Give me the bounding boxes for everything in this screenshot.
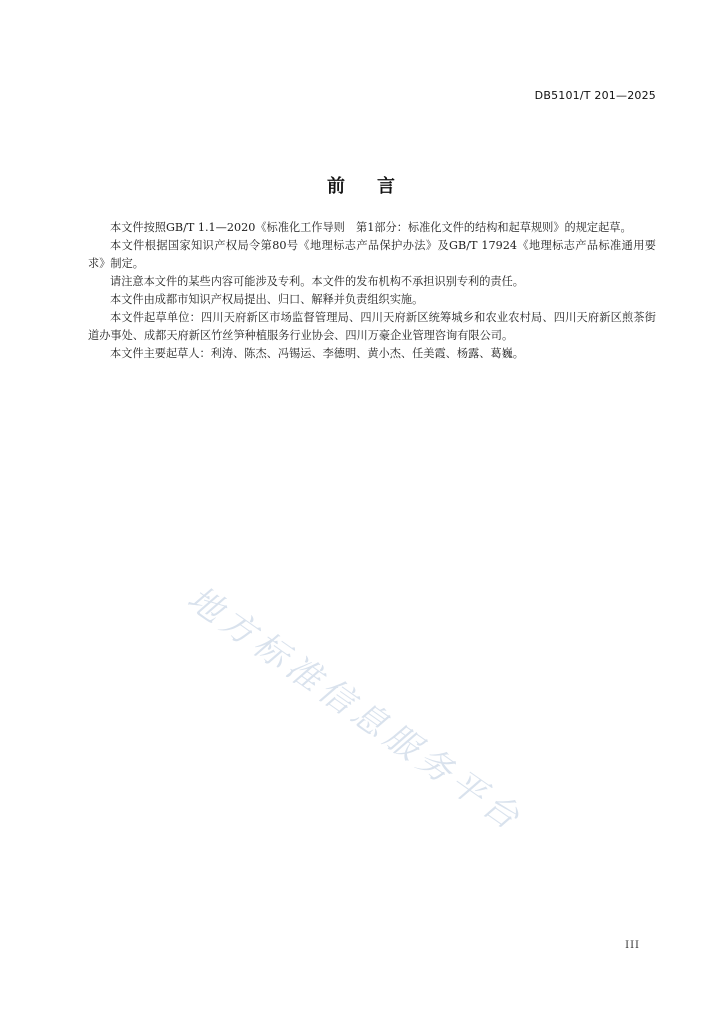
paragraph-proposer: 本文件由成都市知识产权局提出、归口、解释并负责组织实施。 — [110, 293, 424, 306]
paragraph-drafters: 本文件主要起草人：利涛、陈杰、冯锡运、李德明、黄小杰、任美霞、杨露、葛巍。 — [110, 347, 524, 360]
paragraph-drafting-units: 本文件起草单位：四川天府新区市场监督管理局、四川天府新区统筹城乡和农业农村局、四川天府新区煎茶街道办事处、成都天府新区竹丝笋种植服务行业协会、四川万豪企业管理咨询有限公司。 — [88, 311, 656, 342]
watermark: 地方标准信息服务平台 — [179, 578, 531, 841]
page-number: III — [625, 940, 640, 951]
paragraph-drafting-rules: 本文件按照GB/T 1.1—2020《标准化工作导则 第1部分：标准化文件的结构和起草规则》的规定起草。 — [110, 221, 632, 234]
paragraph-legal-basis: 本文件根据国家知识产权局令第80号《地理标志产品保护办法》及GB/T 17924《地理标志产品标准通用要求》制定。 — [88, 239, 656, 270]
title-char-1: 前 — [327, 176, 347, 197]
page-title — [0, 172, 724, 198]
paragraph-patent-notice: 请注意本文件的某些内容可能涉及专利。本文件的发布机构不承担识别专利的责任。 — [110, 275, 524, 288]
foreword-body — [88, 219, 656, 363]
document-code: DB5101/T 201—2025 — [534, 89, 656, 102]
title-char-2: 言 — [377, 176, 397, 197]
